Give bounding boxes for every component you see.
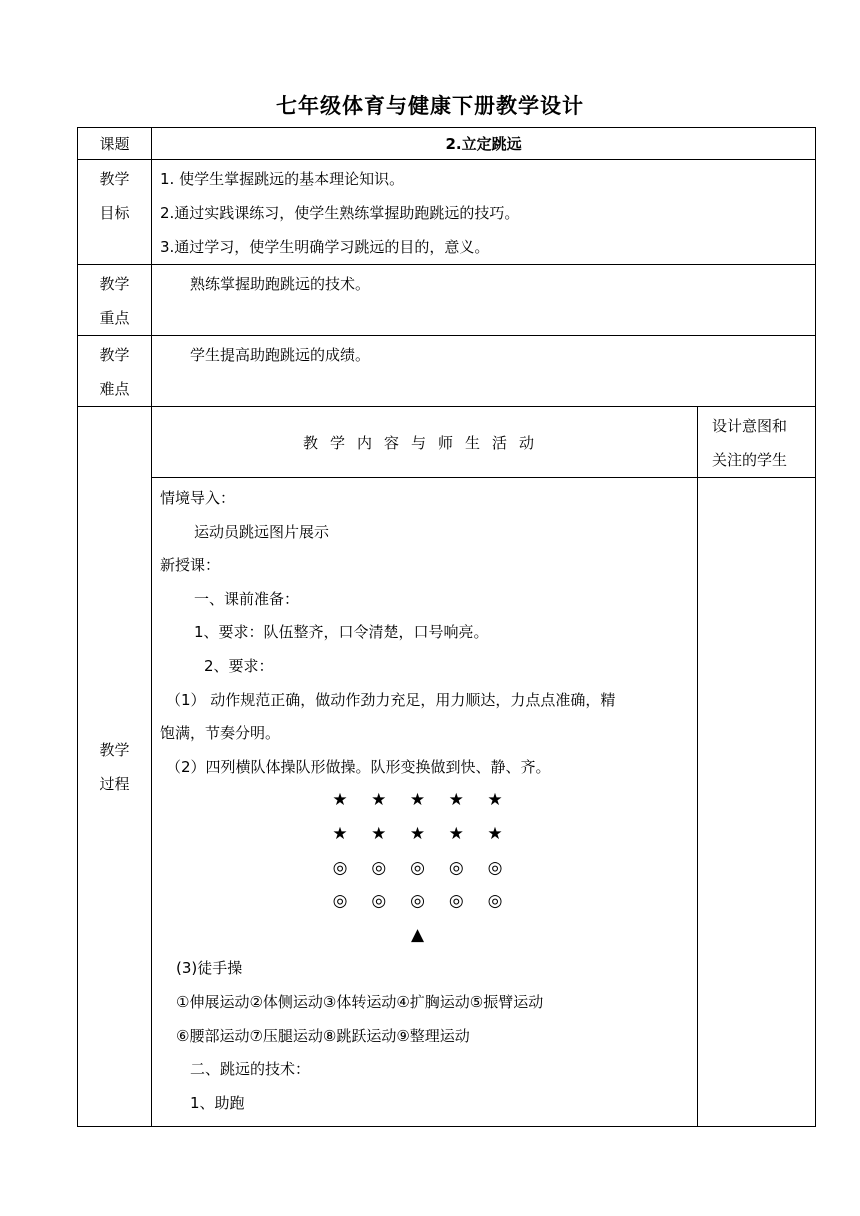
requirement-2-item-1-line-2: 饱满，节奏分明。 (160, 724, 281, 743)
circle-icon: ◎ (410, 857, 425, 878)
star-icon: ★ (332, 790, 348, 811)
key-point-label-line-2: 重点 (99, 309, 130, 327)
requirement-2-item-2: （2）四列横队体操队形做操。队形变换做到快、静、齐。 (166, 757, 551, 776)
prep-heading: 一、课前准备： (194, 589, 300, 608)
star-icon: ★ (409, 790, 426, 811)
process-header-row (78, 407, 816, 478)
star-icon: ★ (448, 790, 464, 811)
circle-icon: ◎ (332, 891, 348, 912)
difficulty-row (78, 336, 816, 407)
triangle-icon: ▲ (410, 924, 425, 945)
key-point-row (78, 265, 816, 336)
goals-label (78, 160, 152, 265)
key-point-text: 熟练掌握助跑跳远的技术。 (152, 265, 816, 336)
formation-diagram (330, 784, 505, 952)
formation-row-stars (330, 784, 505, 818)
circle-icon: ◎ (410, 891, 425, 912)
difficulty-label-line-2: 难点 (99, 380, 130, 398)
goals-row (78, 160, 816, 265)
circle-icon: ◎ (448, 891, 464, 912)
difficulty-label (78, 336, 152, 407)
runup-heading: 1、助跑 (190, 1093, 245, 1112)
exercise-list-2: ⑥腰部运动⑦压腿运动⑧跳跃运动⑨整理运动 (176, 1026, 470, 1045)
requirement-2-item-1-line-1: （1） 动作规范正确，做动作劲力充足，用力顺达，力点点准确，精 (166, 690, 616, 709)
star-icon: ★ (371, 823, 387, 844)
process-label (78, 407, 152, 1127)
goals-label-line-1: 教学 (99, 170, 130, 188)
star-icon: ★ (371, 790, 387, 811)
design-header-line-2: 关注的学生 (712, 451, 788, 469)
requirement-1: 1、要求：队伍整齐，口令清楚，口号响亮。 (194, 623, 489, 642)
process-label-line-2: 过程 (99, 774, 130, 793)
design-intent-header (698, 407, 816, 478)
content-header: 教学内容与师生活动 (152, 407, 698, 478)
star-icon: ★ (487, 790, 503, 811)
intro-heading: 情境导入： (160, 489, 236, 507)
topic-label: 课题 (78, 128, 152, 160)
circle-icon: ◎ (371, 857, 387, 878)
difficulty-text: 学生提高助跑跳远的成绩。 (152, 336, 816, 407)
difficulty-label-line-1: 教学 (99, 346, 130, 364)
formation-row-stars (330, 818, 505, 852)
topic-row (78, 128, 816, 160)
star-icon: ★ (487, 823, 503, 844)
circle-icon: ◎ (448, 857, 464, 878)
circle-icon: ◎ (371, 891, 387, 912)
document-title: 七年级体育与健康下册教学设计 (276, 94, 584, 118)
key-point-label-line-1: 教学 (99, 275, 130, 293)
goal-item: 2.通过实践课练习，使学生熟练掌握助跑跳远的技巧。 (160, 204, 520, 222)
circle-icon: ◎ (487, 857, 503, 878)
goal-item: 1. 使学生掌握跳远的基本理论知识。 (160, 170, 405, 188)
new-lesson-heading: 新授课： (160, 556, 221, 575)
goals-label-line-2: 目标 (99, 204, 130, 222)
requirement-2: 2、要求： (204, 656, 274, 675)
goals-content (152, 160, 816, 265)
circle-icon: ◎ (487, 891, 503, 912)
star-icon: ★ (448, 823, 464, 844)
intro-detail: 运动员跳远图片展示 (194, 522, 330, 541)
freehand-heading: (3)徒手操 (176, 959, 243, 978)
key-point-label (78, 265, 152, 336)
design-header-line-1: 设计意图和 (712, 417, 788, 435)
star-icon: ★ (332, 823, 348, 844)
process-content (152, 478, 698, 1127)
goal-item: 3.通过学习，使学生明确学习跳远的目的，意义。 (160, 238, 490, 256)
process-label-line-1: 教学 (99, 740, 130, 759)
formation-row-circles (330, 885, 505, 919)
process-body-row (78, 478, 816, 1127)
lesson-plan-table (77, 127, 816, 1127)
design-intent-cell (698, 478, 816, 1127)
star-icon: ★ (409, 823, 426, 844)
circle-icon: ◎ (332, 857, 348, 878)
exercise-list-1: ①伸展运动②体侧运动③体转运动④扩胸运动⑤振臂运动 (176, 992, 544, 1011)
topic-value: 2.立定跳远 (152, 128, 816, 160)
technique-heading: 二、跳远的技术： (190, 1060, 311, 1079)
formation-row-circles (330, 852, 505, 886)
